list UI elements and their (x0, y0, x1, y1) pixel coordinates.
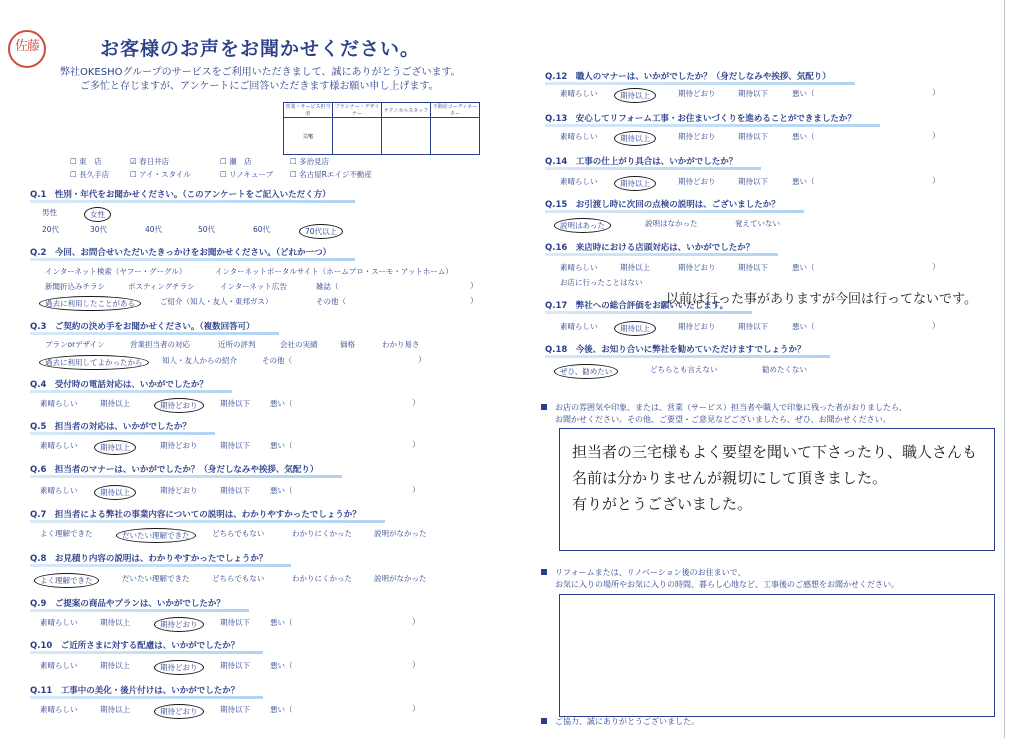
question-text: 工事中の美化・後片付けは、いかがでしたか？ (60, 686, 240, 696)
close-paren: ） (932, 131, 940, 140)
answer-option[interactable]: 期待以下 (738, 89, 768, 98)
question-heading (545, 112, 856, 125)
answer-option[interactable]: 素晴らしい (560, 177, 598, 186)
bullet-square-icon (541, 569, 547, 575)
question-heading (30, 552, 267, 565)
answer-option[interactable]: 素晴らしい (40, 486, 78, 495)
question-heading (30, 684, 239, 697)
answer-option-selected[interactable]: 70代以上 (299, 224, 343, 239)
answer-option[interactable]: どちらでもない (212, 529, 265, 538)
comment1-prompt (541, 402, 907, 426)
answer-option-selected[interactable]: 期待どおり (154, 660, 204, 675)
answer-option[interactable]: 素晴らしい (40, 661, 78, 670)
bullet-square-icon (541, 718, 547, 724)
answer-option[interactable]: どちらとも言えない (650, 365, 718, 374)
answer-option[interactable]: 価格 (340, 340, 355, 349)
question-number: Q.13 (545, 114, 576, 124)
answer-option-selected[interactable]: 期待以上 (94, 485, 136, 500)
name-seal-stamp: 佐藤 (8, 30, 46, 68)
answer-option-selected[interactable]: だいたい理解できた (116, 528, 196, 543)
comment1-prompt-line: お店の雰囲気や印象、または、営業（サービス）担当者や職人で印象に残った者がおりましたら、 (555, 403, 907, 412)
answer-option[interactable]: 悪い（ (270, 486, 293, 495)
answer-option[interactable]: 素晴らしい (560, 322, 598, 331)
staff-technical-name[interactable] (382, 118, 431, 155)
question-number: Q.11 (30, 686, 61, 696)
question-text: 今回、お問合せいただいたきっかけをお聞かせください。（どれか一つ） (54, 248, 332, 258)
answer-option[interactable]: 素晴らしい (560, 263, 598, 272)
answer-option[interactable]: 新聞折込みチラシ (45, 282, 105, 291)
answer-option[interactable]: 悪い（ (270, 441, 293, 450)
question-number: Q.6 (30, 465, 55, 475)
answer-option[interactable]: 説明がなかった (374, 574, 427, 583)
answer-option-selected[interactable]: 期待どおり (154, 398, 204, 413)
answer-option[interactable]: ポスティングチラシ (128, 282, 195, 291)
question-heading (30, 246, 331, 259)
answer-option[interactable]: 男性 (42, 208, 57, 217)
question-heading (30, 639, 239, 652)
staff-header-planner: プランナー・デザイナー (333, 103, 382, 118)
question-text: 担当者の対応は、いかがでしたか？ (54, 422, 191, 432)
answer-option[interactable]: 期待以下 (738, 177, 768, 186)
answer-option[interactable]: 悪い（ (792, 177, 815, 186)
close-paren: ） (932, 176, 940, 185)
question-heading (30, 508, 361, 521)
staff-table (283, 102, 480, 155)
answer-option[interactable]: 期待どおり (160, 441, 198, 450)
checkbox-icon[interactable]: ☐ (290, 157, 297, 166)
comment2-prompt (541, 567, 899, 591)
question-text: 弊社への総合評価をお願いいたします。 (575, 301, 729, 311)
answer-option[interactable]: 期待以下 (220, 705, 250, 714)
store-label: 瀬 店 (226, 157, 252, 166)
answer-option[interactable]: 素晴らしい (40, 441, 78, 450)
answer-option[interactable]: どちらでもない (212, 574, 265, 583)
comment2-prompt-line: お気に入りの場所やお気に入りの時間、暮らし心地など、工事後のご感想をお聞かせください。 (555, 580, 899, 589)
question-number: Q.8 (30, 554, 55, 564)
answer-option[interactable]: 50代 (198, 225, 216, 234)
answer-option-selected[interactable]: 女性 (84, 207, 111, 222)
store-label: 長久手店 (76, 170, 110, 179)
answer-option[interactable]: 期待以上 (100, 661, 130, 670)
checkbox-icon[interactable]: ☐ (70, 170, 77, 179)
answer-option[interactable]: インターネットポータルサイト（ホームプロ・スーモ・アットホーム） (215, 267, 453, 276)
checkbox-icon[interactable]: ☐ (130, 170, 137, 179)
store-label: 春日井店 (136, 157, 170, 166)
question-text: ご契約の決め手をお聞かせください。（複数回答可） (54, 322, 255, 332)
answer-option-selected[interactable]: 期待以上 (614, 176, 656, 191)
comment1-box[interactable] (559, 428, 995, 551)
answer-option[interactable]: 覚えていない (735, 219, 780, 228)
question-number: Q.5 (30, 422, 55, 432)
store-option[interactable] (220, 169, 290, 180)
close-paren: ） (932, 262, 940, 271)
answer-option[interactable]: 期待以下 (220, 661, 250, 670)
question-number: Q.9 (30, 599, 55, 609)
question-heading (545, 241, 754, 254)
close-paren: ） (412, 660, 420, 669)
answer-option[interactable]: 期待以下 (220, 399, 250, 408)
answer-option[interactable]: 期待以下 (220, 441, 250, 450)
close-paren: ） (470, 296, 478, 305)
answer-option-selected[interactable]: よく理解できた (34, 573, 99, 588)
answer-option[interactable]: 悪い（ (792, 263, 815, 272)
answer-option-selected[interactable]: 過去に利用してよかったから (39, 355, 149, 370)
question-number: Q.10 (30, 641, 61, 651)
answer-option[interactable]: その他（ (316, 297, 346, 306)
answer-option[interactable]: 期待どおり (678, 132, 716, 141)
answer-option[interactable]: だいたい理解できた (122, 574, 190, 583)
page-edge-divider (1004, 0, 1005, 738)
question-heading (30, 188, 331, 201)
store-label: アイ・スタイル (136, 170, 191, 179)
checkbox-icon[interactable]: ☐ (220, 157, 227, 166)
handwritten-store-note: 以前は行った事がありますが今回は行ってないです。 (666, 292, 977, 307)
bullet-square-icon (541, 404, 547, 410)
answer-option-selected[interactable]: 期待以上 (614, 88, 656, 103)
close-paren: ） (932, 321, 940, 330)
store-option[interactable] (290, 169, 400, 180)
staff-planner-name[interactable] (333, 118, 382, 155)
close-paren: ） (932, 88, 940, 97)
answer-option[interactable]: 60代 (253, 225, 271, 234)
question-number: Q.17 (545, 301, 576, 311)
store-option[interactable] (130, 156, 220, 167)
store-label: リノキューブ (226, 170, 274, 179)
question-text: 担当者による弊社の事業内容についての説明は、わかりやすかったでしょうか？ (54, 510, 361, 520)
staff-realestate-name[interactable] (431, 118, 480, 155)
answer-option[interactable]: その他（ (262, 356, 292, 365)
intro-line: ご多忙と存じますが、アンケートにご回答いただきます様お願い申し上げます。 (80, 81, 439, 92)
close-paren: ） (418, 355, 426, 364)
comment1-handwriting (572, 439, 977, 517)
question-text: 性別・年代をお聞かせください。（このアンケートをご記入いただく方） (54, 190, 331, 200)
store-label: 名古屋Rエイジ不動産 (296, 170, 372, 179)
answer-option[interactable]: 雑誌（ (316, 282, 339, 291)
answer-option[interactable]: 期待どおり (678, 177, 716, 186)
question-text: お見積り内容の説明は、わかりやすかったでしょうか？ (54, 554, 268, 564)
handwriting-line: 担当者の三宅様もよく要望を聞いて下さったり、職人さんも (572, 443, 978, 461)
checkbox-icon[interactable]: ☐ (290, 170, 297, 179)
answer-option-selected[interactable]: ぜひ、勧めたい (554, 364, 618, 379)
question-heading (30, 597, 225, 610)
question-number: Q.12 (545, 72, 576, 82)
answer-option[interactable]: 近所の評判 (218, 340, 256, 349)
answer-option[interactable]: 期待以下 (738, 132, 768, 141)
answer-option[interactable]: 素晴らしい (560, 132, 598, 141)
staff-sales-name[interactable]: 三宅 (284, 118, 333, 155)
question-number: Q.16 (545, 243, 576, 253)
question-number: Q.18 (545, 345, 576, 355)
answer-option[interactable]: 悪い（ (270, 661, 293, 670)
handwriting-line: 有りがとうございました。 (572, 495, 753, 513)
answer-option[interactable]: 期待以上 (620, 263, 650, 272)
question-heading (545, 70, 831, 83)
checkbox-icon[interactable]: ☐ (70, 157, 77, 166)
answer-option[interactable]: 素晴らしい (40, 618, 78, 627)
answer-option[interactable]: 素晴らしい (40, 705, 78, 714)
staff-header-technical: テクニカルスタッフ (382, 103, 431, 118)
question-text: 担当者のマナーは、いかがでしたか？（身だしなみや挨拶、気配り） (54, 465, 319, 475)
answer-option[interactable]: お店に行ったことはない (560, 278, 643, 287)
comment1-prompt-line: お聞かせください。その他、ご要望・ご意見などございましたら、ぜひ、お聞かせください。 (555, 415, 891, 424)
handwriting-line: 名前は分かりませんが親切にして頂きました。 (572, 469, 888, 487)
close-paren: ） (412, 398, 420, 407)
answer-option[interactable]: 悪い（ (270, 618, 293, 627)
question-text: 受付時の電話対応は、いかがでしたか？ (54, 380, 208, 390)
answer-option[interactable]: インターネット検索（ヤフー・グーグル） (45, 267, 187, 276)
answer-option[interactable]: 説明がなかった (374, 529, 427, 538)
question-number: Q.7 (30, 510, 55, 520)
question-text: ご近所さまに対する配慮は、いかがでしたか？ (60, 641, 240, 651)
comment2-prompt-line: リフォームまたは、リノベーション後のお住まいで、 (555, 568, 746, 577)
comment2-box[interactable] (559, 594, 995, 717)
answer-option[interactable]: 期待どおり (678, 263, 716, 272)
answer-option[interactable]: 期待どおり (678, 89, 716, 98)
store-option[interactable] (130, 169, 220, 180)
question-heading (30, 420, 191, 433)
question-text: 職人のマナーは、いかがでしたか？（身だしなみや挨拶、気配り） (575, 72, 831, 82)
answer-option-selected[interactable]: 説明はあった (554, 218, 611, 233)
question-number: Q.15 (545, 200, 576, 210)
staff-header-realestate: 不動産コーディネーター (431, 103, 480, 118)
answer-option[interactable]: 悪い（ (792, 89, 815, 98)
answer-option-selected[interactable]: 過去に利用したことがある (39, 296, 141, 311)
answer-option[interactable]: 40代 (145, 225, 163, 234)
question-text: 今後、お知り合いに弊社を勧めていただけますでしょうか？ (575, 345, 806, 355)
answer-option[interactable]: わかりにくかった (292, 529, 352, 538)
answer-option[interactable]: 素晴らしい (40, 399, 78, 408)
checkbox-icon[interactable]: ☐ (220, 170, 227, 179)
answer-option[interactable]: 期待以上 (100, 399, 130, 408)
answer-option[interactable]: 説明はなかった (645, 219, 698, 228)
question-number: Q.1 (30, 190, 55, 200)
answer-option[interactable]: わかり易さ (382, 340, 420, 349)
answer-option[interactable]: 期待以上 (100, 618, 130, 627)
answer-option[interactable]: 30代 (90, 225, 108, 234)
store-option[interactable] (70, 169, 130, 180)
question-text: 安心してリフォーム工事・お住まいづくりを進めることができましたか？ (575, 114, 856, 124)
answer-option[interactable]: 期待以下 (738, 322, 768, 331)
answer-option[interactable]: 悪い（ (270, 705, 293, 714)
answer-option[interactable]: 期待以上 (100, 705, 130, 714)
answer-option-selected[interactable]: 期待どおり (154, 704, 204, 719)
answer-option[interactable]: 20代 (42, 225, 60, 234)
store-option[interactable] (70, 156, 130, 167)
checked-checkbox-icon[interactable]: ☑ (130, 157, 137, 166)
answer-option[interactable]: 会社の実績 (280, 340, 318, 349)
store-option[interactable] (220, 156, 290, 167)
answer-option-selected[interactable]: 期待以上 (614, 321, 656, 336)
question-text: 来店時における店頭対応は、いかがでしたか？ (575, 243, 755, 253)
answer-option[interactable]: プランorデザイン (45, 340, 105, 349)
closing-text: ご協力、誠にありがとうございました。 (555, 717, 699, 726)
close-paren: ） (470, 281, 478, 290)
answer-option[interactable]: 素晴らしい (560, 89, 598, 98)
close-paren: ） (412, 485, 420, 494)
answer-option[interactable]: 期待どおり (160, 486, 198, 495)
answer-option[interactable]: 悪い（ (270, 399, 293, 408)
question-text: ご提案の商品やプランは、いかがでしたか？ (54, 599, 225, 609)
question-heading (30, 320, 255, 333)
answer-option[interactable]: 悪い（ (792, 132, 815, 141)
store-label: 東 店 (76, 157, 102, 166)
answer-option[interactable]: 営業担当者の対応 (130, 340, 190, 349)
question-text: お引渡し時に次回の点検の説明は、ございましたか？ (575, 200, 780, 210)
answer-option[interactable]: 勧めたくない (762, 365, 807, 374)
answer-option[interactable]: 期待どおり (678, 322, 716, 331)
question-text: 工事の仕上がり具合は、いかがでしたか？ (575, 157, 738, 167)
question-number: Q.2 (30, 248, 55, 258)
intro-text (60, 66, 461, 94)
answer-option[interactable]: わかりにくかった (292, 574, 352, 583)
answer-option[interactable]: 期待以下 (220, 486, 250, 495)
question-heading (545, 155, 737, 168)
answer-option[interactable]: 期待以下 (220, 618, 250, 627)
store-label: 多治見店 (296, 157, 330, 166)
question-number: Q.3 (30, 322, 55, 332)
answer-option[interactable]: インターネット広告 (220, 282, 287, 291)
answer-option[interactable]: 悪い（ (792, 322, 815, 331)
question-number: Q.14 (545, 157, 576, 167)
page-title: お客様のお声をお聞かせください。 (100, 38, 421, 60)
answer-option[interactable]: ご紹介（知人・友人・東邦ガス） (160, 297, 273, 306)
question-heading (30, 463, 318, 476)
close-paren: ） (412, 440, 420, 449)
intro-line: 弊社OKESHOグループのサービスをご利用いただきまして、誠にありがとうございます。 (60, 67, 461, 78)
answer-option-selected[interactable]: 期待以上 (614, 131, 656, 146)
question-heading (545, 198, 780, 211)
answer-option[interactable]: 期待以下 (738, 263, 768, 272)
closing-message (541, 716, 699, 728)
answer-option[interactable]: 知人・友人からの紹介 (162, 356, 237, 365)
close-paren: ） (412, 704, 420, 713)
question-heading (545, 343, 806, 356)
store-checklist (70, 156, 400, 180)
staff-header-sales: 営業・サービス担当者 (285, 104, 331, 117)
store-option[interactable] (290, 156, 400, 167)
question-heading (30, 378, 208, 391)
close-paren: ） (412, 617, 420, 626)
answer-option[interactable]: よく理解できた (40, 529, 93, 538)
question-number: Q.4 (30, 380, 55, 390)
answer-option-selected[interactable]: 期待以上 (94, 440, 136, 455)
answer-option-selected[interactable]: 期待どおり (154, 617, 204, 632)
